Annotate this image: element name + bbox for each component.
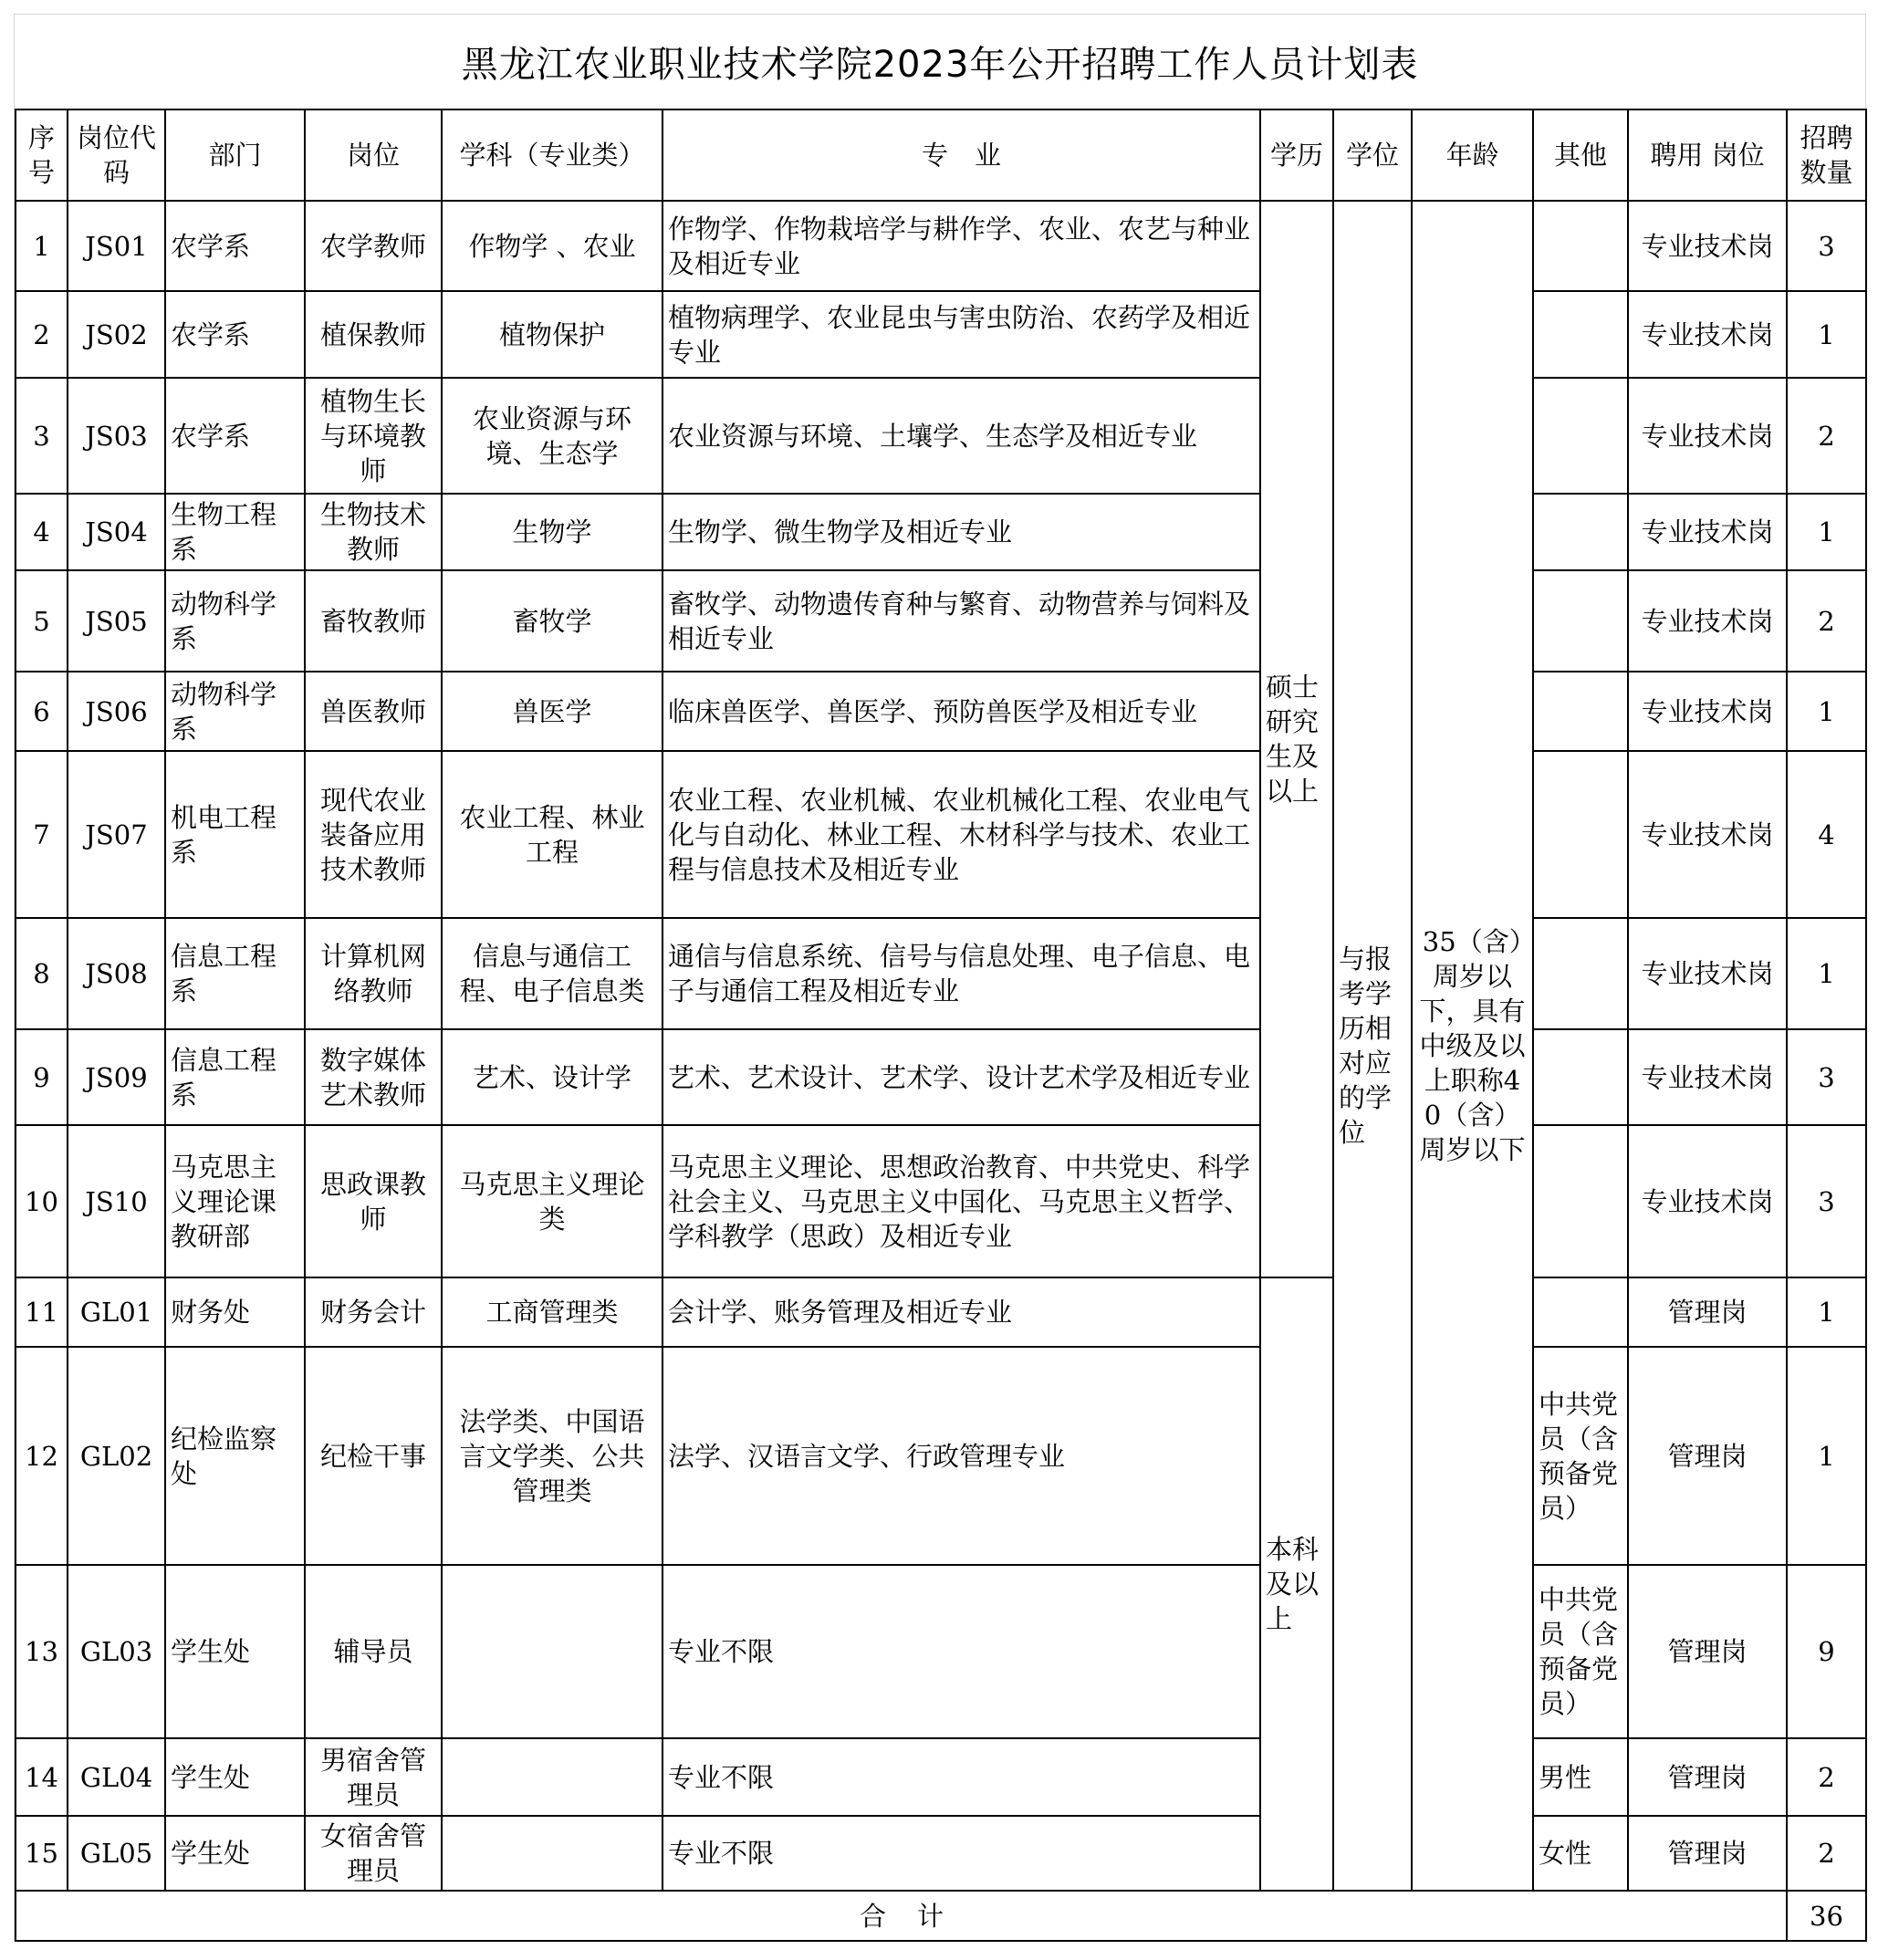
cell-other <box>1533 1277 1628 1347</box>
table-row <box>16 1029 1866 1125</box>
cell-major: 马克思主义理论、思想政治教育、中共党史、科学社会主义、马克思主义中国化、马克思主义哲学、学科教学（思政）及相近专业 <box>663 1125 1260 1277</box>
cell-count: 1 <box>1787 672 1866 751</box>
cell-count: 2 <box>1787 570 1866 672</box>
table-row <box>16 1277 1866 1347</box>
header-major: 专 业 <box>663 109 1260 201</box>
cell-dept: 机电工程系 <box>165 751 305 918</box>
cell-seq: 4 <box>16 494 68 570</box>
header-seq: 序号 <box>16 109 68 201</box>
cell-other <box>1533 918 1628 1029</box>
cell-seq: 9 <box>16 1029 68 1125</box>
header-degree: 学位 <box>1333 109 1412 201</box>
cell-major: 畜牧学、动物遗传育种与繁育、动物营养与饲料及相近专业 <box>663 570 1260 672</box>
table-row <box>16 1125 1866 1277</box>
cell-other <box>1533 201 1628 291</box>
cell-count: 3 <box>1787 201 1866 291</box>
cell-dept: 生物工程系 <box>165 494 305 570</box>
cell-code: JS01 <box>68 201 165 291</box>
cell-dept: 纪检监察处 <box>165 1347 305 1565</box>
cell-other <box>1533 494 1628 570</box>
cell-post: 现代农业装备应用技术教师 <box>305 751 442 918</box>
cell-other <box>1533 672 1628 751</box>
cell-seq: 2 <box>16 291 68 378</box>
cell-count: 9 <box>1787 1565 1866 1738</box>
cell-subject: 农业工程、林业工程 <box>442 751 663 918</box>
cell-seq: 6 <box>16 672 68 751</box>
header-code: 岗位代码 <box>68 109 165 201</box>
cell-code: JS08 <box>68 918 165 1029</box>
cell-employ: 专业技术岗 <box>1628 570 1787 672</box>
table-row <box>16 1738 1866 1816</box>
cell-dept: 农学系 <box>165 378 305 494</box>
cell-post: 生物技术教师 <box>305 494 442 570</box>
cell-dept: 动物科学系 <box>165 570 305 672</box>
cell-count: 4 <box>1787 751 1866 918</box>
cell-code: JS04 <box>68 494 165 570</box>
header-other: 其他 <box>1533 109 1628 201</box>
cell-degree: 与报考学历相对应的学位 <box>1333 201 1412 1891</box>
cell-other <box>1533 570 1628 672</box>
header-row <box>16 109 1866 201</box>
cell-other <box>1533 1029 1628 1125</box>
cell-major: 农业工程、农业机械、农业机械化工程、农业电气化与自动化、林业工程、木材科学与技术、农业工程与信息技术及相近专业 <box>663 751 1260 918</box>
cell-seq: 14 <box>16 1738 68 1816</box>
cell-dept: 财务处 <box>165 1277 305 1347</box>
cell-post: 思政课教师 <box>305 1125 442 1277</box>
cell-count: 1 <box>1787 291 1866 378</box>
total-label: 合计 <box>16 1891 1787 1941</box>
cell-seq: 13 <box>16 1565 68 1738</box>
cell-post: 植保教师 <box>305 291 442 378</box>
cell-post: 纪检干事 <box>305 1347 442 1565</box>
table-row <box>16 378 1866 494</box>
cell-subject: 工商管理类 <box>442 1277 663 1347</box>
cell-major: 植物病理学、农业昆虫与害虫防治、农药学及相近专业 <box>663 291 1260 378</box>
cell-subject <box>442 1816 663 1891</box>
cell-major: 专业不限 <box>663 1738 1260 1816</box>
cell-count: 3 <box>1787 1125 1866 1277</box>
cell-dept: 学生处 <box>165 1738 305 1816</box>
header-education: 学历 <box>1260 109 1333 201</box>
cell-employ: 专业技术岗 <box>1628 672 1787 751</box>
cell-subject <box>442 1565 663 1738</box>
cell-employ: 管理岗 <box>1628 1816 1787 1891</box>
cell-post: 畜牧教师 <box>305 570 442 672</box>
cell-subject: 法学类、中国语言文学类、公共管理类 <box>442 1347 663 1565</box>
cell-count: 2 <box>1787 1816 1866 1891</box>
cell-post: 数字媒体艺术教师 <box>305 1029 442 1125</box>
table-row <box>16 201 1866 291</box>
table-row <box>16 1816 1866 1891</box>
table-row <box>16 494 1866 570</box>
cell-count: 1 <box>1787 918 1866 1029</box>
cell-major: 艺术、艺术设计、艺术学、设计艺术学及相近专业 <box>663 1029 1260 1125</box>
cell-seq: 5 <box>16 570 68 672</box>
cell-dept: 学生处 <box>165 1816 305 1891</box>
cell-subject: 信息与通信工程、电子信息类 <box>442 918 663 1029</box>
cell-employ: 管理岗 <box>1628 1565 1787 1738</box>
cell-other <box>1533 1125 1628 1277</box>
header-employ: 聘用 岗位 <box>1628 109 1787 201</box>
table-row <box>16 751 1866 918</box>
cell-other: 中共党员（含预备党员） <box>1533 1347 1628 1565</box>
cell-code: JS09 <box>68 1029 165 1125</box>
cell-major: 农业资源与环境、土壤学、生态学及相近专业 <box>663 378 1260 494</box>
cell-dept: 信息工程系 <box>165 1029 305 1125</box>
cell-major: 作物学、作物栽培学与耕作学、农业、农艺与种业及相近专业 <box>663 201 1260 291</box>
cell-count: 2 <box>1787 1738 1866 1816</box>
cell-major: 专业不限 <box>663 1565 1260 1738</box>
cell-employ: 管理岗 <box>1628 1347 1787 1565</box>
cell-other: 中共党员（含预备党员） <box>1533 1565 1628 1738</box>
total-count: 36 <box>1787 1891 1866 1941</box>
cell-seq: 7 <box>16 751 68 918</box>
cell-code: GL02 <box>68 1347 165 1565</box>
cell-code: JS03 <box>68 378 165 494</box>
table-row <box>16 918 1866 1029</box>
cell-seq: 12 <box>16 1347 68 1565</box>
header-age: 年龄 <box>1412 109 1533 201</box>
cell-post: 辅导员 <box>305 1565 442 1738</box>
table-row <box>16 1347 1866 1565</box>
header-count: 招聘数量 <box>1787 109 1866 201</box>
header-subject: 学科（专业类） <box>442 109 663 201</box>
cell-employ: 专业技术岗 <box>1628 201 1787 291</box>
cell-code: GL03 <box>68 1565 165 1738</box>
cell-major: 法学、汉语言文学、行政管理专业 <box>663 1347 1260 1565</box>
cell-count: 3 <box>1787 1029 1866 1125</box>
cell-count: 1 <box>1787 1277 1866 1347</box>
total-row <box>16 1891 1866 1941</box>
cell-subject: 植物保护 <box>442 291 663 378</box>
cell-count: 1 <box>1787 1347 1866 1565</box>
cell-post: 女宿舍管理员 <box>305 1816 442 1891</box>
cell-employ: 专业技术岗 <box>1628 378 1787 494</box>
cell-seq: 8 <box>16 918 68 1029</box>
cell-subject: 畜牧学 <box>442 570 663 672</box>
cell-seq: 15 <box>16 1816 68 1891</box>
cell-post: 男宿舍管理员 <box>305 1738 442 1816</box>
cell-post: 农学教师 <box>305 201 442 291</box>
cell-code: JS07 <box>68 751 165 918</box>
cell-code: GL04 <box>68 1738 165 1816</box>
cell-code: JS05 <box>68 570 165 672</box>
cell-major: 临床兽医学、兽医学、预防兽医学及相近专业 <box>663 672 1260 751</box>
cell-major: 会计学、账务管理及相近专业 <box>663 1277 1260 1347</box>
table-row <box>16 672 1866 751</box>
table-row <box>16 1565 1866 1738</box>
cell-count: 1 <box>1787 494 1866 570</box>
cell-employ: 专业技术岗 <box>1628 494 1787 570</box>
cell-code: GL01 <box>68 1277 165 1347</box>
cell-dept: 动物科学系 <box>165 672 305 751</box>
cell-subject: 马克思主义理论类 <box>442 1125 663 1277</box>
cell-employ: 专业技术岗 <box>1628 1125 1787 1277</box>
cell-dept: 农学系 <box>165 201 305 291</box>
cell-subject: 生物学 <box>442 494 663 570</box>
cell-subject: 艺术、设计学 <box>442 1029 663 1125</box>
cell-age: 35（含）周岁以下，具有中级及以上职称40（含）周岁以下 <box>1412 201 1533 1891</box>
cell-other <box>1533 291 1628 378</box>
cell-dept: 学生处 <box>165 1565 305 1738</box>
table-row <box>16 291 1866 378</box>
cell-code: JS06 <box>68 672 165 751</box>
cell-subject: 作物学 、农业 <box>442 201 663 291</box>
cell-education-bachelor: 本科及以上 <box>1260 1277 1333 1891</box>
cell-dept: 信息工程系 <box>165 918 305 1029</box>
cell-code: JS02 <box>68 291 165 378</box>
header-post: 岗位 <box>305 109 442 201</box>
cell-post: 财务会计 <box>305 1277 442 1347</box>
cell-seq: 10 <box>16 1125 68 1277</box>
cell-subject: 农业资源与环境、生态学 <box>442 378 663 494</box>
page-title: 黑龙江农业职业技术学院2023年公开招聘工作人员计划表 <box>461 44 1419 86</box>
cell-major: 通信与信息系统、信号与信息处理、电子信息、电子与通信工程及相近专业 <box>663 918 1260 1029</box>
cell-major: 生物学、微生物学及相近专业 <box>663 494 1260 570</box>
cell-employ: 专业技术岗 <box>1628 751 1787 918</box>
cell-dept: 马克思主义理论课教研部 <box>165 1125 305 1277</box>
cell-post: 计算机网络教师 <box>305 918 442 1029</box>
cell-major: 专业不限 <box>663 1816 1260 1891</box>
cell-code: GL05 <box>68 1816 165 1891</box>
cell-employ: 专业技术岗 <box>1628 291 1787 378</box>
recruitment-plan-sheet <box>14 14 1866 1942</box>
cell-employ: 专业技术岗 <box>1628 1029 1787 1125</box>
cell-seq: 1 <box>16 201 68 291</box>
cell-post: 兽医教师 <box>305 672 442 751</box>
table-row <box>16 570 1866 672</box>
cell-other <box>1533 378 1628 494</box>
cell-education-master: 硕士研究生及以上 <box>1260 201 1333 1277</box>
cell-seq: 11 <box>16 1277 68 1347</box>
cell-subject <box>442 1738 663 1816</box>
cell-employ: 管理岗 <box>1628 1277 1787 1347</box>
cell-other: 女性 <box>1533 1816 1628 1891</box>
cell-post: 植物生长与环境教师 <box>305 378 442 494</box>
recruitment-table <box>15 109 1867 1942</box>
cell-seq: 3 <box>16 378 68 494</box>
cell-other: 男性 <box>1533 1738 1628 1816</box>
header-dept: 部门 <box>165 109 305 201</box>
cell-employ: 专业技术岗 <box>1628 918 1787 1029</box>
cell-employ: 管理岗 <box>1628 1738 1787 1816</box>
cell-subject: 兽医学 <box>442 672 663 751</box>
cell-other <box>1533 751 1628 918</box>
cell-dept: 农学系 <box>165 291 305 378</box>
cell-count: 2 <box>1787 378 1866 494</box>
cell-code: JS10 <box>68 1125 165 1277</box>
